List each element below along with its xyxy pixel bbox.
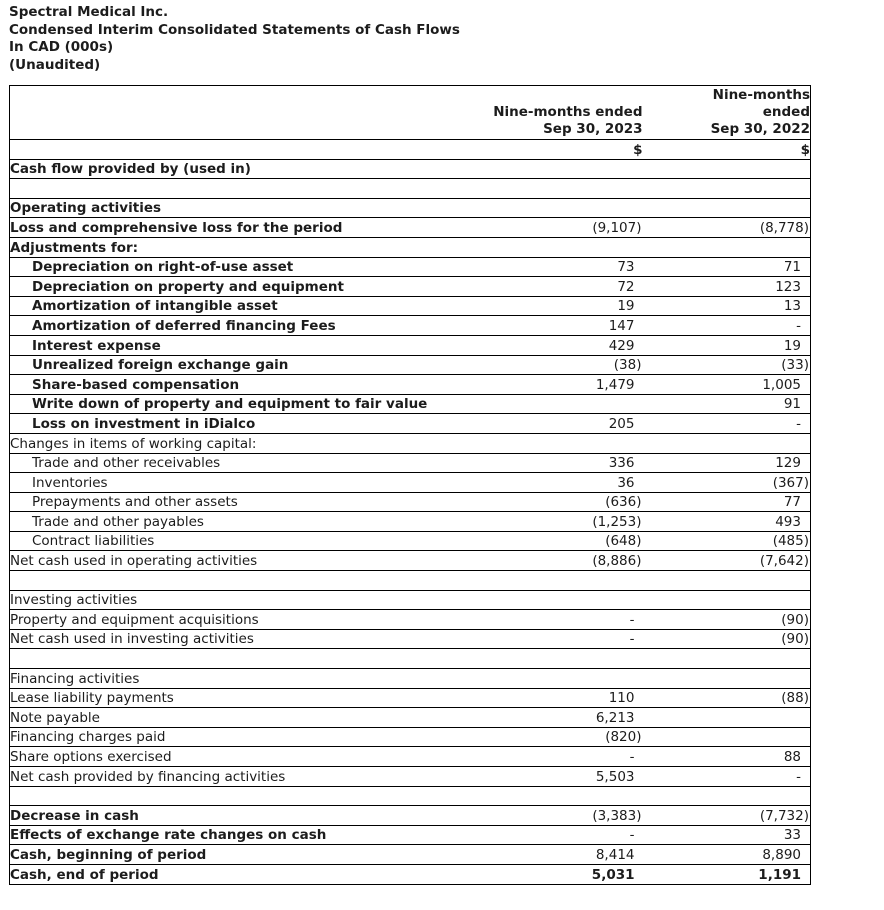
- amount: (3,383): [592, 807, 642, 824]
- value-2022: [643, 571, 811, 591]
- row-label: [10, 786, 478, 806]
- row-label: Unrealized foreign exchange gain: [10, 355, 478, 375]
- table-row: [10, 335, 811, 355]
- table-row: [10, 825, 811, 845]
- unit-2023: $: [478, 140, 643, 160]
- row-label: Trade and other payables: [10, 512, 478, 532]
- value-2022: [643, 512, 811, 532]
- amount: (38): [613, 357, 642, 374]
- amount: 493: [775, 513, 801, 530]
- table-row: [10, 237, 811, 257]
- table-row: [10, 414, 811, 434]
- column-header-2022: Nine-months ended Sep 30, 2022: [643, 86, 811, 140]
- value-2023: [478, 296, 643, 316]
- value-2023: [478, 453, 643, 473]
- value-2023: [478, 845, 643, 865]
- column-header-row: [10, 86, 811, 140]
- row-label: Share-based compensation: [10, 375, 478, 395]
- value-2023: [478, 179, 643, 199]
- amount: -: [629, 611, 635, 628]
- value-2022: [643, 355, 811, 375]
- row-label: Financing activities: [10, 669, 478, 689]
- amount: (7,642): [759, 553, 809, 570]
- value-2022: [643, 551, 811, 571]
- spacer-row: [10, 179, 811, 199]
- value-2023: [478, 708, 643, 728]
- value-2022: [643, 218, 811, 238]
- value-2022: [643, 414, 811, 434]
- spacer-row: [10, 571, 811, 591]
- amount: (90): [781, 611, 809, 628]
- value-2023: [478, 237, 643, 257]
- amount: 36: [617, 474, 635, 491]
- spacer-row: [10, 786, 811, 806]
- row-label: Cash flow provided by (used in): [10, 159, 478, 179]
- value-2023: [478, 277, 643, 297]
- value-2023: [478, 473, 643, 493]
- value-2022: [643, 375, 811, 395]
- table-row: [10, 453, 811, 473]
- value-2022: [643, 316, 811, 336]
- audit-status: (Unaudited): [9, 56, 101, 73]
- value-2023: [478, 747, 643, 767]
- amount: 110: [608, 690, 635, 707]
- value-2023: [478, 335, 643, 355]
- amount: 72: [617, 278, 635, 295]
- table-row: [10, 375, 811, 395]
- amount: (33): [781, 357, 809, 374]
- amount: -: [629, 631, 635, 648]
- value-2022: [643, 845, 811, 865]
- amount: 13: [783, 298, 801, 315]
- row-label: Effects of exchange rate changes on cash: [10, 825, 478, 845]
- value-2023: [478, 433, 643, 453]
- value-2023: [478, 786, 643, 806]
- table-row: [10, 316, 811, 336]
- unit-2022: $: [643, 140, 811, 160]
- row-label: [10, 571, 478, 591]
- value-2023: [478, 825, 643, 845]
- table-row: [10, 610, 811, 630]
- table-row: [10, 669, 811, 689]
- amount: (367): [772, 474, 809, 491]
- table-row: [10, 708, 811, 728]
- amount: 5,503: [595, 768, 635, 785]
- value-2023: [478, 355, 643, 375]
- value-2022: [643, 531, 811, 551]
- value-2022: [643, 492, 811, 512]
- amount: 19: [783, 337, 801, 354]
- amount: -: [629, 827, 635, 844]
- amount: (88): [781, 690, 809, 707]
- amount: 205: [608, 415, 635, 432]
- row-label: Cash, end of period: [10, 864, 478, 884]
- row-label: Contract liabilities: [10, 531, 478, 551]
- value-2022: [643, 629, 811, 649]
- value-2022: [643, 825, 811, 845]
- amount: 129: [775, 455, 801, 472]
- amount: 147: [608, 317, 635, 334]
- value-2022: [643, 590, 811, 610]
- table-row: [10, 433, 811, 453]
- amount: -: [796, 768, 801, 785]
- currency-unit-row: [10, 140, 811, 160]
- row-label: Prepayments and other assets: [10, 492, 478, 512]
- currency-note: In CAD (000s): [9, 39, 114, 55]
- table-row: [10, 159, 811, 179]
- amount: 71: [783, 259, 801, 276]
- row-label: [10, 649, 478, 669]
- amount: (485): [772, 533, 809, 550]
- value-2022: [643, 277, 811, 297]
- amount: 77: [783, 494, 801, 511]
- cash-flow-table: [9, 85, 811, 885]
- spacer-row: [10, 649, 811, 669]
- table-row: [10, 512, 811, 532]
- value-2022: [643, 747, 811, 767]
- value-2022: [643, 453, 811, 473]
- amount: 88: [783, 749, 801, 765]
- amount: 91: [783, 396, 801, 413]
- amount: 6,213: [595, 709, 635, 726]
- row-label: Financing charges paid: [10, 727, 478, 747]
- amount: 5,031: [591, 866, 635, 883]
- row-label: [10, 179, 478, 199]
- row-label: Write down of property and equipment to fair value: [10, 394, 478, 414]
- row-label: Interest expense: [10, 335, 478, 355]
- value-2023: [478, 375, 643, 395]
- value-2023: [478, 629, 643, 649]
- value-2022: [643, 198, 811, 218]
- table-row: [10, 531, 811, 551]
- row-label: Decrease in cash: [10, 806, 478, 826]
- table-row: [10, 551, 811, 571]
- value-2022: [643, 688, 811, 708]
- amount: 73: [617, 259, 635, 276]
- value-2023: [478, 512, 643, 532]
- table-row: [10, 296, 811, 316]
- value-2022: [643, 669, 811, 689]
- value-2022: [643, 433, 811, 453]
- amount: (636): [605, 494, 642, 511]
- table-row: [10, 767, 811, 787]
- value-2023: [478, 767, 643, 787]
- row-label: Depreciation on property and equipment: [10, 277, 478, 297]
- value-2023: [478, 531, 643, 551]
- amount: (90): [781, 631, 809, 648]
- value-2023: [478, 198, 643, 218]
- row-label: Loss on investment in iDialco: [10, 414, 478, 434]
- amount: -: [796, 317, 801, 334]
- amount: 8,414: [595, 846, 635, 863]
- value-2022: [643, 767, 811, 787]
- row-label: Net cash used in operating activities: [10, 551, 478, 571]
- table-row: [10, 492, 811, 512]
- table-row: [10, 473, 811, 493]
- table-row: [10, 747, 811, 767]
- row-label: Cash, beginning of period: [10, 845, 478, 865]
- amount: 1,005: [762, 376, 801, 393]
- table-row: [10, 257, 811, 277]
- row-label: Loss and comprehensive loss for the period: [10, 218, 478, 238]
- row-label: Changes in items of working capital:: [10, 433, 478, 453]
- amount: (820): [605, 729, 642, 746]
- table-row: [10, 590, 811, 610]
- value-2022: [643, 708, 811, 728]
- value-2022: [643, 179, 811, 199]
- value-2023: [478, 590, 643, 610]
- amount: 336: [608, 455, 635, 472]
- amount: 1,479: [595, 376, 635, 393]
- amount: (648): [605, 533, 642, 550]
- value-2023: [478, 218, 643, 238]
- table-row: [10, 198, 811, 218]
- row-label: Amortization of deferred financing Fees: [10, 316, 478, 336]
- value-2022: [643, 864, 811, 884]
- value-2023: [478, 688, 643, 708]
- row-label: Net cash provided by financing activities: [10, 767, 478, 787]
- value-2023: [478, 864, 643, 884]
- row-label: Depreciation on right-of-use asset: [10, 257, 478, 277]
- value-2022: [643, 257, 811, 277]
- column-header-2023: Nine-months ended Sep 30, 2023: [478, 86, 643, 140]
- amount: (8,886): [592, 553, 642, 570]
- amount: 19: [617, 298, 635, 315]
- label-column-header: [10, 86, 478, 140]
- table-row: [10, 629, 811, 649]
- value-2023: [478, 649, 643, 669]
- value-2023: [478, 571, 643, 591]
- value-2023: [478, 316, 643, 336]
- value-2023: [478, 492, 643, 512]
- value-2022: [643, 159, 811, 179]
- value-2022: [643, 335, 811, 355]
- row-label: Investing activities: [10, 590, 478, 610]
- row-label: Property and equipment acquisitions: [10, 610, 478, 630]
- row-label: Share options exercised: [10, 747, 478, 767]
- value-2022: [643, 237, 811, 257]
- table-row: [10, 277, 811, 297]
- statement-header: [9, 4, 460, 74]
- value-2022: [643, 296, 811, 316]
- row-label: Inventories: [10, 473, 478, 493]
- value-2023: [478, 159, 643, 179]
- table-row: [10, 727, 811, 747]
- row-label: Adjustments for:: [10, 237, 478, 257]
- value-2022: [643, 649, 811, 669]
- value-2022: [643, 727, 811, 747]
- value-2022: [643, 610, 811, 630]
- row-label: Note payable: [10, 708, 478, 728]
- value-2023: [478, 394, 643, 414]
- value-2022: [643, 786, 811, 806]
- value-2023: [478, 610, 643, 630]
- table-row: [10, 864, 811, 884]
- row-label: Amortization of intangible asset: [10, 296, 478, 316]
- value-2023: [478, 806, 643, 826]
- table-row: [10, 218, 811, 238]
- row-label: Lease liability payments: [10, 688, 478, 708]
- table-row: [10, 806, 811, 826]
- statement-title: Condensed Interim Consolidated Statements of Cash Flows: [9, 21, 460, 38]
- amount: (1,253): [592, 513, 642, 530]
- row-label: Trade and other receivables: [10, 453, 478, 473]
- amount: 123: [775, 278, 801, 295]
- value-2023: [478, 551, 643, 571]
- value-2023: [478, 669, 643, 689]
- value-2023: [478, 727, 643, 747]
- amount: 1,191: [758, 866, 801, 883]
- amount: 8,890: [762, 846, 801, 863]
- value-2022: [643, 394, 811, 414]
- table-row: [10, 355, 811, 375]
- amount: (8,778): [759, 219, 809, 236]
- row-label: Net cash used in investing activities: [10, 629, 478, 649]
- value-2022: [643, 806, 811, 826]
- amount: (9,107): [592, 219, 642, 236]
- value-2022: [643, 473, 811, 493]
- value-2023: [478, 414, 643, 434]
- value-2023: [478, 257, 643, 277]
- row-label: Operating activities: [10, 198, 478, 218]
- amount: -: [629, 749, 635, 765]
- amount: (7,732): [759, 807, 809, 824]
- table-row: [10, 845, 811, 865]
- table-row: [10, 394, 811, 414]
- company-name: Spectral Medical Inc.: [9, 4, 169, 20]
- amount: 33: [783, 827, 801, 844]
- amount: -: [796, 415, 801, 432]
- table-row: [10, 688, 811, 708]
- amount: 429: [608, 337, 635, 354]
